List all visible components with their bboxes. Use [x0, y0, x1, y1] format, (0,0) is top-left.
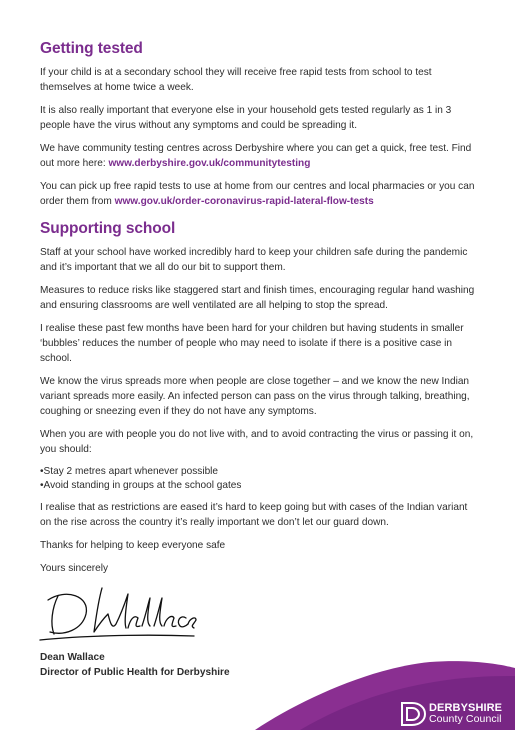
- logo-subtitle: County Council: [429, 713, 502, 725]
- paragraph: Staff at your school have worked incredibly hard to keep your children safe during the pandemic and it’s important that we all do our bit to support them.: [40, 247, 468, 273]
- derbyshire-county-council-logo: [400, 702, 502, 726]
- paragraph: Measures to reduce risks like staggered start and finish times, encouraging regular hand washing and ensuring classrooms are well ventilated are all helping to stop the spread.: [40, 285, 475, 311]
- signer-name: Dean Wallace: [40, 652, 105, 663]
- paragraph: If your child is at a secondary school they will receive free rapid tests from school to test themselves at home twice a week.: [40, 67, 432, 93]
- paragraph-text: We have community testing centres across Derbyshire where you can get a quick, free test. Find out more here:: [40, 143, 472, 169]
- paragraph: We know the virus spreads more when people are close together – and we know the new Indian variant spreads more easily. An infected person can pass on the virus through talking, breathing, coughing or sneezing even if they do not have any symptoms.: [40, 376, 470, 417]
- closing: Yours sincerely: [40, 563, 109, 574]
- order-tests-link[interactable]: www.gov.uk/order-coronavirus-rapid-lateral-flow-tests: [114, 196, 374, 207]
- heading-supporting-school: Supporting school: [40, 220, 176, 237]
- list-item: • Avoid standing in groups at the school gates: [40, 479, 480, 493]
- paragraph: I realise that as restrictions are eased it’s hard to keep going but with cases of the Indian variant on the rise across the country it’s really important we don’t let our guard down.: [40, 502, 468, 528]
- community-testing-link[interactable]: www.derbyshire.gov.uk/communitytesting: [108, 158, 311, 169]
- logo-d-icon: [400, 702, 426, 726]
- paragraph: Thanks for helping to keep everyone safe: [40, 540, 226, 551]
- list-item: • Stay 2 metres apart whenever possible: [40, 465, 480, 479]
- logo-name: DERBYSHIRE: [429, 702, 503, 714]
- logo-text: [429, 703, 502, 725]
- heading-getting-tested: Getting tested: [40, 40, 143, 57]
- paragraph: I realise these past few months have been hard for your children but having students in smaller ‘bubbles’ reduces the number of people who may need to isolate if there is a positive case in school.: [40, 323, 464, 364]
- paragraph: When you are with people you do not live with, and to avoid contracting the virus or passing it on, you should:: [40, 429, 474, 455]
- paragraph-text: You can pick up free rapid tests to use at home from our centres and local pharmacies or you can order them from: [40, 181, 475, 207]
- signer-title: Director of Public Health for Derbyshire: [40, 667, 230, 678]
- paragraph: It is also really important that everyone else in your household gets tested regularly as 1 in 3 people have the virus without any symptoms and could be spreading it.: [40, 105, 452, 131]
